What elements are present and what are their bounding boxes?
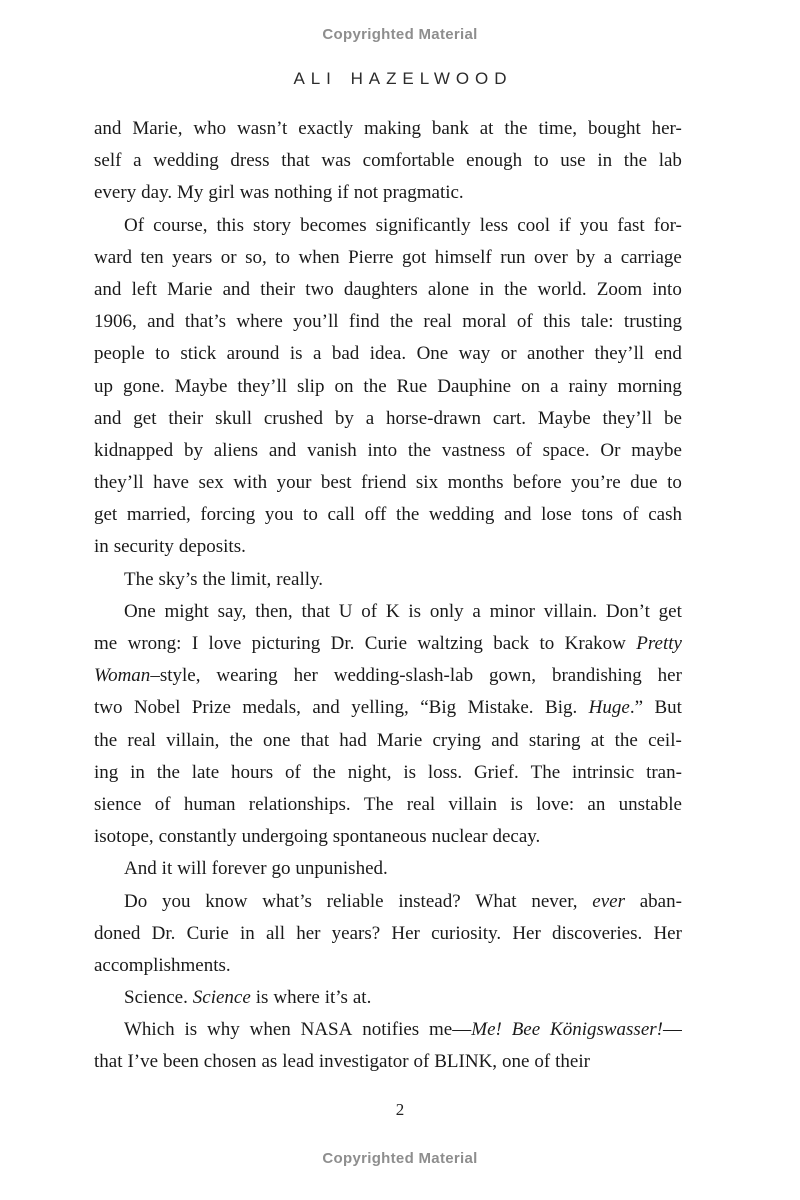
text-line: Science. Science is where it’s at. xyxy=(124,987,372,1009)
text-line: two Nobel Prize medals, and yelling, “Big Mistake. Big. Huge.” But xyxy=(94,697,682,719)
text-line: Do you know what’s reliable instead? What never, ever aban- xyxy=(124,890,682,912)
text-line: The sky’s the limit, really. xyxy=(124,568,324,590)
text-line: self a wedding dress that was comfortable enough to use in the lab xyxy=(94,150,682,172)
text-line: Woman–style, wearing her wedding-slash-lab gown, brandishing her xyxy=(94,665,682,687)
text-line: 1906, and that’s where you’ll find the real moral of this tale: trusting xyxy=(94,311,682,333)
text-line: kidnapped by aliens and vanish into the vastness of space. Or maybe xyxy=(94,439,682,461)
text-line: in security deposits. xyxy=(94,536,246,558)
author-header: ALI HAZELWOOD xyxy=(293,69,513,88)
text-line: get married, forcing you to call off the wedding and lose tons of cash xyxy=(94,504,682,526)
text-line: sience of human relationships. The real villain is love: an unstable xyxy=(94,793,682,815)
text-line: Of course, this story becomes significantly less cool if you fast for- xyxy=(124,214,682,236)
text-line: ward ten years or so, to when Pierre got himself run over by a carriage xyxy=(94,246,682,268)
text-line: and get their skull crushed by a horse-drawn cart. Maybe they’ll be xyxy=(94,407,682,429)
text-line: and Marie, who wasn’t exactly making bank at the time, bought her- xyxy=(94,118,682,139)
text-line: accomplishments. xyxy=(94,954,231,976)
text-line: me wrong: I love picturing Dr. Curie waltzing back to Krakow Pretty xyxy=(94,633,682,654)
page-body xyxy=(94,113,682,1079)
copyright-watermark-top: Copyrighted Material xyxy=(322,26,478,43)
text-line: up gone. Maybe they’ll slip on the Rue Dauphine on a rainy morning xyxy=(94,375,682,397)
text-line: One might say, then, that U of K is only a minor villain. Don’t get xyxy=(124,600,682,622)
text-line: they’ll have sex with your best friend six months before you’re due to xyxy=(94,472,682,494)
text-line: every day. My girl was nothing if not pragmatic. xyxy=(94,182,464,204)
text-line: people to stick around is a bad idea. One way or another they’ll end xyxy=(94,343,682,365)
text-line: the real villain, the one that had Marie crying and staring at the ceil- xyxy=(94,729,682,751)
copyright-watermark-bottom: Copyrighted Material xyxy=(322,1150,478,1167)
text-line: And it will forever go unpunished. xyxy=(124,858,388,880)
text-line: Which is why when NASA notifies me—Me! Bee Königswasser!— xyxy=(124,1019,682,1041)
text-line: and left Marie and their two daughters alone in the world. Zoom into xyxy=(94,278,682,300)
text-line: doned Dr. Curie in all her years? Her curiosity. Her discoveries. Her xyxy=(94,922,682,944)
page-number: 2 xyxy=(395,1100,405,1119)
text-line: isotope, constantly undergoing spontaneous nuclear decay. xyxy=(94,826,541,848)
text-line: ing in the late hours of the night, is loss. Grief. The intrinsic tran- xyxy=(94,761,682,783)
text-line: that I’ve been chosen as lead investigator of BLINK, one of their xyxy=(94,1051,590,1073)
